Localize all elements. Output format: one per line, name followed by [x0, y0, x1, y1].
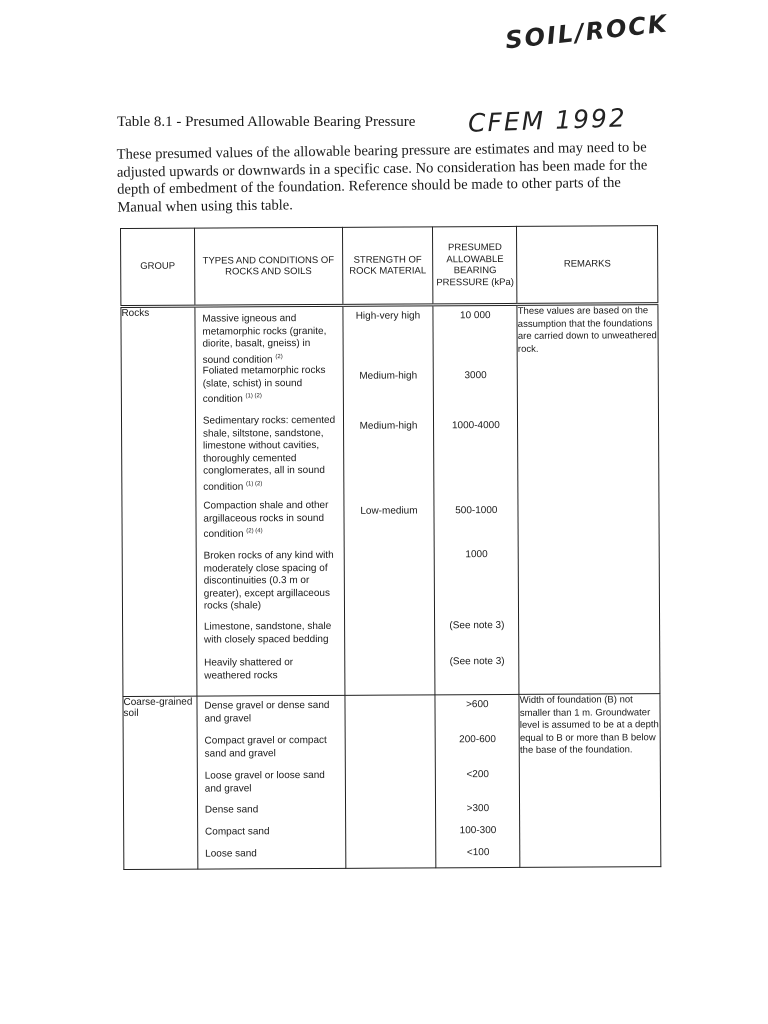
- soil-rock-type: [205, 735, 341, 761]
- table-group-row: [123, 694, 661, 870]
- pressure-value: 100-300: [459, 825, 497, 837]
- type-text: Compact sand: [204, 826, 270, 838]
- soil-rock-type: [204, 550, 340, 614]
- soil-rock-type: [202, 313, 338, 367]
- pressure-value: <100: [466, 847, 490, 859]
- strength-value: Low-medium: [360, 505, 418, 517]
- pressure-value: 1000: [465, 549, 488, 561]
- pressure-cell: [433, 304, 519, 694]
- header-strength: STRENGTH OF ROCK MATERIAL: [342, 227, 433, 305]
- soil-rock-type: [203, 500, 339, 542]
- type-note-ref: (1) (2): [245, 481, 263, 488]
- soil-rock-type: [205, 826, 341, 839]
- types-cell: [195, 305, 345, 696]
- soil-rock-type: [205, 770, 341, 796]
- types-cell: [197, 695, 346, 869]
- pressure-value: >300: [466, 803, 490, 815]
- soil-rock-type: [204, 621, 340, 647]
- pressure-value: <200: [466, 769, 489, 781]
- type-text: Dense gravel or dense sand and gravel: [204, 699, 330, 725]
- bearing-pressure-table-container: [120, 225, 661, 870]
- strength-cell: [344, 695, 436, 868]
- intro-paragraph: These presumed values of the allowable bearing pressure are estimates and may need to be adjusted upwards or downwards in a specific case. No consideration has been made for the depth of embedment of the foundation. Reference should be made to other parts of the Manual when using this table.: [116, 139, 648, 216]
- type-note-ref: (2): [275, 353, 283, 360]
- type-text: Limestone, sandstone, shale with closely spaced bedding: [203, 620, 332, 646]
- type-text: Compact gravel or compact sand and gravel: [204, 734, 327, 760]
- header-types: TYPES AND CONDITIONS OF ROCKS AND SOILS: [194, 227, 342, 306]
- group-name-cell: Rocks: [121, 306, 197, 696]
- soil-rock-type: [205, 804, 341, 817]
- bearing-pressure-table: [120, 225, 661, 870]
- type-text: Loose sand: [205, 848, 257, 860]
- soil-rock-type: [203, 415, 339, 495]
- table-title: Table 8.1 - Presumed Allowable Bearing Pressure: [117, 114, 416, 130]
- header-remarks: REMARKS: [517, 226, 658, 305]
- type-text: Heavily shattered or weathered rocks: [204, 657, 294, 682]
- remarks-cell: These values are based on the assumption that the foundations are carried down to unweathered rock.: [517, 304, 660, 695]
- handwritten-soil-rock-note: SOIL/ROCK: [503, 9, 670, 55]
- type-text: Compaction shale and other argillaceous rocks in sound condition: [203, 499, 329, 541]
- pressure-value: >600: [466, 699, 489, 711]
- pressure-value: 1000-4000: [451, 420, 500, 432]
- strength-value: High-very high: [355, 310, 421, 322]
- table-group-row: [121, 304, 660, 697]
- soil-rock-type: [203, 365, 339, 407]
- pressure-value: 200-600: [459, 734, 496, 746]
- type-text: Broken rocks of any kind with moderately close spacing of discontinuities (0.3 m or greater), except argillaceous rocks (shale): [203, 549, 334, 612]
- pressure-value: 500-1000: [455, 505, 498, 517]
- pressure-cell: [435, 694, 520, 867]
- type-note-ref: (2) (4): [246, 528, 263, 535]
- strength-cell: [342, 305, 435, 695]
- soil-rock-type: [205, 848, 341, 861]
- type-text: Massive igneous and metamorphic rocks (granite, diorite, basalt, gneiss) in sound condition: [202, 313, 327, 366]
- type-text: Dense sand: [204, 804, 259, 816]
- type-note-ref: (1) (2): [245, 393, 262, 400]
- strength-value: Medium-high: [359, 420, 418, 432]
- remarks-cell: Width of foundation (B) not smaller than 1 m. Groundwater level is assumed to be at a depth equal to B or more than B below the base of the foundation.: [519, 694, 661, 868]
- strength-value: Medium-high: [359, 370, 418, 382]
- handwritten-cfem-note: CFEM 1992: [467, 103, 628, 138]
- pressure-value: 3000: [464, 370, 487, 382]
- pressure-value: (See note 3): [449, 655, 505, 668]
- table-header-row: [121, 226, 658, 307]
- soil-rock-type: [204, 657, 340, 683]
- pressure-value: 10 000: [459, 310, 491, 322]
- soil-rock-type: [204, 700, 340, 726]
- type-text: Foliated metamorphic rocks (slate, schist) in sound condition: [202, 364, 326, 406]
- group-name-cell: Coarse-grained soil: [123, 696, 198, 869]
- header-group: GROUP: [121, 228, 195, 306]
- type-text: Loose gravel or loose sand and gravel: [204, 769, 325, 795]
- table-body: [121, 304, 661, 870]
- type-text: Sedimentary rocks: cemented shale, siltstone, sandstone, limestone without cavities, thoroughly cemented conglomerates, all in sound condition: [202, 414, 336, 493]
- header-pressure: PRESUMED ALLOWABLE BEARING PRESSURE (kPa): [433, 226, 517, 304]
- pressure-value: (See note 3): [449, 619, 505, 632]
